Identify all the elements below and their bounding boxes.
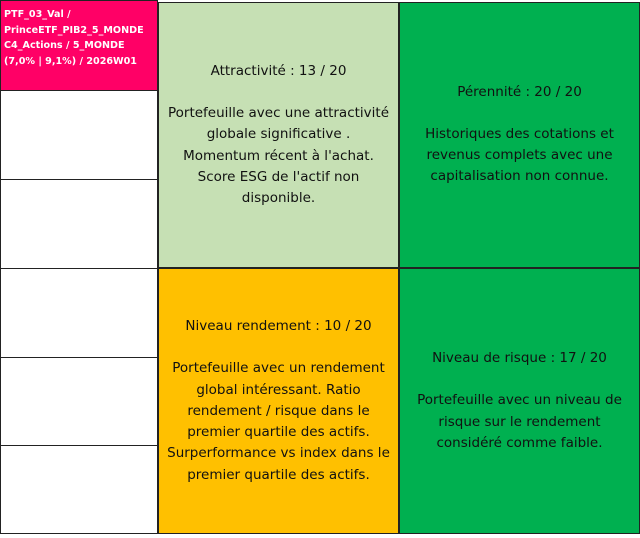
portfolio-line: (7,0% | 9,1%) / 2026W01 (4, 55, 137, 67)
description-line: considéré comme faible. (436, 434, 603, 451)
portfolio-line: PTF_03_Val / (4, 9, 71, 20)
perennite-title: Pérennité : 20 / 20 (457, 84, 582, 101)
attractivite-panel[interactable] (158, 2, 399, 268)
description-line: Surperformance vs index dans le (167, 445, 390, 462)
perennite-description (401, 124, 639, 188)
empty-cell[interactable] (0, 268, 158, 358)
description-line: premier quartile des actifs. (187, 424, 370, 441)
description-line: Momentum récent à l'achat. (183, 147, 374, 164)
empty-cell[interactable] (0, 179, 158, 269)
risque-description (400, 390, 640, 454)
description-line: revenus complets avec une (426, 147, 613, 163)
description-line: rendement / risque dans le (187, 402, 370, 419)
rendement-panel[interactable] (158, 268, 399, 534)
description-line: Portefeuille avec un niveau de (417, 392, 622, 409)
description-line: global intéressant. Ratio (196, 381, 361, 398)
empty-cell[interactable] (0, 90, 158, 180)
attractivite-title: Attractivité : 13 / 20 (210, 62, 347, 79)
empty-cell[interactable] (0, 445, 158, 534)
description-line: risque sur le rendement (438, 413, 601, 430)
portfolio-label-cell[interactable] (0, 0, 158, 91)
description-line: Score ESG de l'actif non (197, 168, 360, 185)
description-line: Historiques des cotations et (425, 125, 614, 142)
portfolio-line: PrinceETF_PIB2_5_MONDE (4, 24, 144, 36)
description-line: capitalisation non connue. (430, 168, 609, 185)
description-line: disponible. (241, 190, 316, 207)
rendement-title: Niveau rendement : 10 / 20 (185, 317, 372, 334)
perennite-panel[interactable] (399, 2, 640, 268)
risque-title: Niveau de risque : 17 / 20 (432, 349, 607, 366)
description-line: premier quartile des actifs. (187, 466, 370, 483)
portfolio-line: C4_Actions / 5_MONDE (4, 40, 125, 51)
description-line: Portefeuille avec une attractivité (167, 104, 389, 121)
empty-cell[interactable] (0, 357, 158, 446)
description-line: globale significative . (206, 126, 351, 143)
attractivite-description (157, 103, 401, 209)
risque-panel[interactable] (399, 268, 640, 534)
description-line: Portefeuille avec un rendement (172, 360, 385, 377)
rendement-description (158, 358, 400, 486)
